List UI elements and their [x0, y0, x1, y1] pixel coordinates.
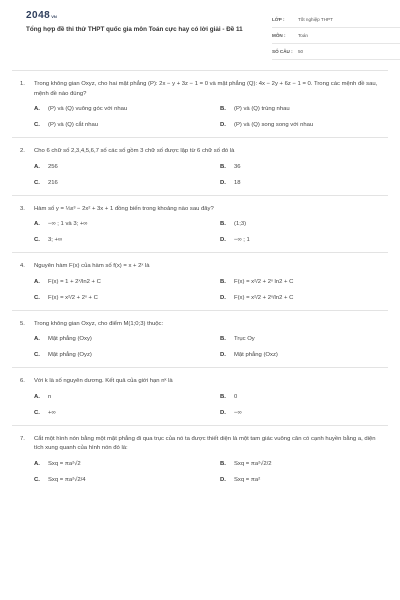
- question-text: Cho 6 chữ số 2,3,4,5,6,7 số các số gồm 3 chữ số được lập từ 6 chữ số đó là: [34, 148, 235, 154]
- option-c[interactable]: [34, 351, 220, 367]
- option-text: −∞ ; 1: [234, 237, 250, 243]
- option-letter: D.: [220, 294, 226, 301]
- question-7: [12, 425, 388, 492]
- option-letter: D.: [220, 179, 226, 186]
- question-stem: [20, 147, 388, 157]
- option-text: 256: [48, 163, 58, 170]
- question-list: [12, 70, 388, 492]
- option-text: n: [48, 393, 52, 400]
- question-4: [12, 252, 388, 310]
- meta-value: Toán: [298, 33, 308, 38]
- option-text: (1;3): [234, 221, 247, 227]
- option-a[interactable]: [34, 393, 220, 409]
- option-c[interactable]: [34, 236, 220, 252]
- option-text: Trục Oy: [234, 336, 255, 342]
- option-b[interactable]: [220, 105, 390, 121]
- option-text: Sxq = πa²√2/4: [48, 476, 86, 483]
- option-text: F(x) = x²/2 + 2ˣ/ln2 + C: [234, 294, 294, 301]
- option-c[interactable]: [34, 409, 220, 425]
- option-text: Sxq = πa²: [234, 476, 261, 483]
- question-6: [12, 367, 388, 425]
- option-text: Mặt phẳng (Oyz): [48, 352, 92, 358]
- option-text: F(x) = 1 + 2ˣ/ln2 + C: [48, 278, 101, 285]
- answer-options: [34, 278, 388, 310]
- question-stem: [20, 205, 388, 215]
- option-letter: B.: [220, 163, 226, 170]
- question-stem: [20, 320, 388, 330]
- meta-label: MÔN :: [272, 33, 286, 38]
- option-letter: D.: [220, 237, 226, 243]
- option-letter: C.: [34, 294, 40, 301]
- option-b[interactable]: [220, 460, 390, 476]
- option-letter: C.: [34, 352, 40, 358]
- meta-label: SỐ CÂU :: [272, 49, 293, 54]
- question-number: 7.: [20, 435, 25, 442]
- exam-title: Tổng hợp đề thi thử THPT quốc gia môn Toán cực hay có lời giải - Đề 11: [26, 26, 243, 33]
- option-letter: A.: [34, 460, 40, 467]
- option-letter: B.: [220, 106, 226, 112]
- option-text: F(x) = x²/2 + 2ˣ ln2 + C: [234, 278, 294, 285]
- question-text: Cắt một hình nón bằng một mặt phẳng đi qua trục của nó ta được thiết diện là một tam giác vuông cân có cạnh huyền bằng a, diện tích xung quanh của hình nón đó là:: [34, 435, 376, 451]
- option-text: 18: [234, 179, 241, 186]
- option-letter: C.: [34, 476, 40, 483]
- question-stem: [20, 435, 388, 454]
- brand-logo[interactable]: [26, 10, 57, 21]
- option-text: (P) và (Q) vuông góc với nhau: [48, 106, 128, 112]
- option-text: +∞: [48, 409, 56, 416]
- question-number: 5.: [20, 320, 25, 327]
- option-d[interactable]: [220, 476, 390, 492]
- answer-options: [34, 105, 388, 137]
- option-a[interactable]: [34, 163, 220, 179]
- option-a[interactable]: [34, 278, 220, 294]
- question-text: Với k là số nguyên dương. Kết quả của giới hạn nᵏ là: [34, 378, 173, 384]
- option-c[interactable]: [34, 476, 220, 492]
- option-text: F(x) = x²/2 + 2ˣ + C: [48, 294, 98, 301]
- option-a[interactable]: [34, 335, 220, 351]
- option-c[interactable]: [34, 179, 220, 195]
- option-text: Mặt phẳng (Oxz): [234, 352, 278, 358]
- option-d[interactable]: [220, 294, 390, 310]
- question-text: Hàm số y = ⅓x³ − 2x² + 3x + 1 đồng biến trong khoảng nào sau đây?: [34, 205, 214, 212]
- option-letter: B.: [220, 460, 226, 467]
- option-letter: C.: [34, 179, 40, 186]
- question-1: [12, 70, 388, 137]
- option-letter: D.: [220, 352, 226, 358]
- option-d[interactable]: [220, 236, 390, 252]
- option-c[interactable]: [34, 294, 220, 310]
- option-b[interactable]: [220, 220, 390, 236]
- question-stem: [20, 377, 388, 387]
- meta-row-class: [272, 12, 400, 28]
- option-text: −∞ ; 1 và 3; +∞: [48, 221, 88, 227]
- answer-options: [34, 220, 388, 252]
- question-text: Trong không gian Oxyz, cho điểm M(1;0;3) thuộc:: [34, 320, 164, 327]
- option-letter: D.: [220, 409, 226, 416]
- question-text: Nguyên hàm F(x) của hàm số f(x) = x + 2ˣ là: [34, 263, 150, 269]
- option-letter: A.: [34, 393, 40, 400]
- meta-label: LỚP :: [272, 17, 285, 22]
- brand-suffix: VN: [51, 14, 57, 19]
- option-b[interactable]: [220, 393, 390, 409]
- option-letter: A.: [34, 163, 40, 170]
- option-b[interactable]: [220, 163, 390, 179]
- question-number: 6.: [20, 378, 25, 384]
- question-number: 2.: [20, 148, 25, 154]
- option-text: Sxq = πa²√2: [48, 460, 81, 467]
- option-text: 216: [48, 179, 58, 186]
- option-b[interactable]: [220, 335, 390, 351]
- option-d[interactable]: [220, 409, 390, 425]
- option-text: 3; +∞: [48, 237, 63, 243]
- option-letter: C.: [34, 409, 40, 416]
- question-number: 1.: [20, 81, 25, 87]
- option-text: (P) và (Q) cắt nhau: [48, 122, 99, 128]
- option-text: Sxq = πa²√2/2: [234, 460, 272, 467]
- option-d[interactable]: [220, 351, 390, 367]
- question-2: [12, 137, 388, 195]
- option-c[interactable]: [34, 121, 220, 137]
- question-3: [12, 195, 388, 253]
- meta-row-count: [272, 44, 400, 60]
- option-letter: D.: [220, 476, 226, 483]
- option-text: −∞: [234, 409, 242, 416]
- answer-options: [34, 393, 388, 425]
- answer-options: [34, 460, 388, 492]
- option-d[interactable]: [220, 121, 390, 137]
- option-text: 36: [234, 163, 241, 170]
- question-text: Trong không gian Oxyz, cho hai mặt phẳng (P): 2x − y + 3z − 1 = 0 và mặt phẳng (Q): 4x − 2y + 6z − 1 = 0. Trong các mệnh đề sau, mệnh đề nào đúng?: [34, 81, 378, 97]
- option-a[interactable]: [34, 105, 220, 121]
- option-text: 0: [234, 393, 238, 400]
- option-letter: B.: [220, 221, 226, 227]
- answer-options: [34, 335, 388, 367]
- meta-value: 50: [298, 49, 304, 54]
- option-a[interactable]: [34, 460, 220, 476]
- brand-name: 2048: [26, 10, 51, 21]
- question-stem: [20, 80, 388, 99]
- answer-options: [34, 163, 388, 195]
- exam-header: [14, 0, 386, 62]
- question-number: 3.: [20, 205, 25, 212]
- option-text: (P) và (Q) trùng nhau: [234, 106, 290, 112]
- option-a[interactable]: [34, 220, 220, 236]
- option-text: (P) và (Q) song song với nhau: [234, 122, 314, 128]
- option-letter: B.: [220, 393, 226, 400]
- option-letter: C.: [34, 237, 40, 243]
- option-letter: D.: [220, 122, 226, 128]
- option-letter: B.: [220, 278, 226, 285]
- option-letter: B.: [220, 336, 226, 342]
- meta-row-subject: [272, 28, 400, 44]
- option-letter: A.: [34, 336, 40, 342]
- option-text: Mặt phẳng (Oxy): [48, 336, 92, 342]
- option-letter: A.: [34, 221, 40, 227]
- question-number: 4.: [20, 263, 25, 269]
- exam-meta: [272, 12, 400, 60]
- question-stem: [20, 262, 388, 272]
- question-5: [12, 310, 388, 368]
- option-b[interactable]: [220, 278, 390, 294]
- meta-value: Tốt nghiệp THPT: [298, 17, 333, 22]
- option-d[interactable]: [220, 179, 390, 195]
- option-letter: C.: [34, 122, 40, 128]
- option-letter: A.: [34, 278, 40, 285]
- option-letter: A.: [34, 106, 40, 112]
